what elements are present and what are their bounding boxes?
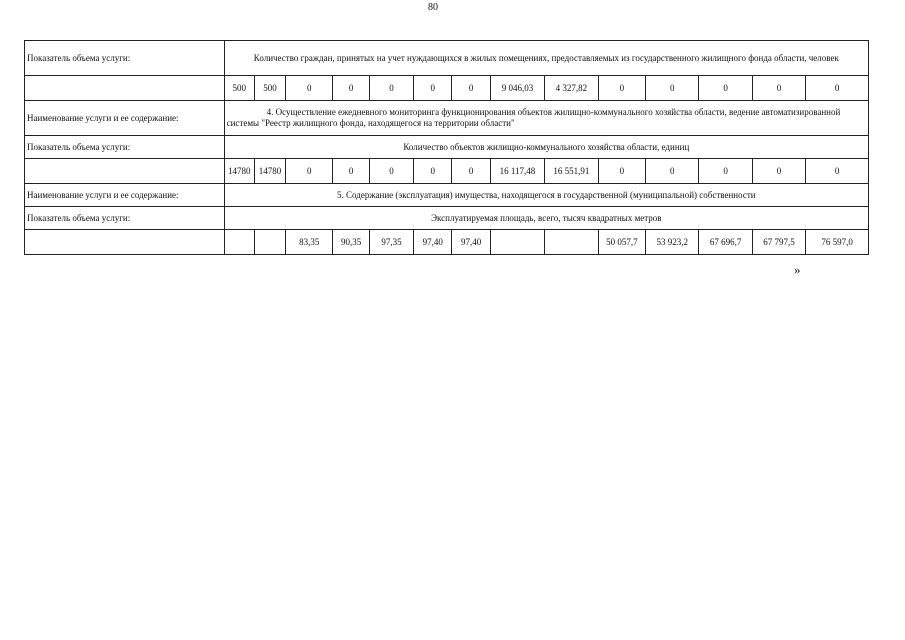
- value-cell: 4 327,82: [545, 76, 598, 101]
- value-cell: 83,35: [286, 230, 333, 255]
- value-cell: 76 597,0: [806, 230, 869, 255]
- value-cell: 500: [254, 76, 285, 101]
- value-cell: 67 797,5: [752, 230, 805, 255]
- empty-cell: [25, 159, 225, 184]
- value-cell: [224, 230, 254, 255]
- value-cell: 50 057,7: [598, 230, 645, 255]
- row-label: Наименование услуги и ее содержание:: [25, 101, 225, 136]
- value-cell: 0: [369, 76, 413, 101]
- indicator-text: Эксплуатируемая площадь, всего, тысяч квадратных метров: [224, 207, 868, 230]
- empty-cell: [25, 230, 225, 255]
- value-cell: [254, 230, 285, 255]
- table-row: [25, 136, 869, 159]
- indicator-text: Количество граждан, принятых на учет нуждающихся в жилых помещениях, предоставляемых из государственного жилищного фонда области, человек: [224, 41, 868, 76]
- value-cell: 16 117,48: [490, 159, 544, 184]
- value-cell: 90,35: [333, 230, 369, 255]
- service-name-text: 5. Содержание (эксплуатация) имущества, находящегося в государственной (муниципальной) собственности: [224, 184, 868, 207]
- table-row: [25, 159, 869, 184]
- value-cell: 0: [414, 159, 452, 184]
- table-row: [25, 76, 869, 101]
- value-cell: 0: [333, 76, 369, 101]
- value-cell: 16 551,91: [545, 159, 598, 184]
- table-row: [25, 184, 869, 207]
- value-cell: 0: [806, 76, 869, 101]
- row-label: Наименование услуги и ее содержание:: [25, 184, 225, 207]
- value-cell: 0: [646, 76, 699, 101]
- row-label: Показатель объема услуги:: [25, 136, 225, 159]
- table-row: [25, 101, 869, 136]
- value-cell: 0: [598, 159, 645, 184]
- row-label: Показатель объема услуги:: [25, 41, 225, 76]
- value-cell: 14780: [254, 159, 285, 184]
- value-cell: 97,40: [414, 230, 452, 255]
- row-label: Показатель объема услуги:: [25, 207, 225, 230]
- value-cell: [545, 230, 598, 255]
- value-cell: 0: [452, 76, 490, 101]
- empty-cell: [25, 76, 225, 101]
- value-cell: 0: [699, 159, 752, 184]
- table-row: [25, 207, 869, 230]
- value-cell: 9 046,03: [490, 76, 544, 101]
- value-cell: 0: [752, 159, 805, 184]
- value-cell: 0: [333, 159, 369, 184]
- indicator-text: Количество объектов жилищно-коммунального хозяйства области, единиц: [224, 136, 868, 159]
- value-cell: 0: [452, 159, 490, 184]
- value-cell: 0: [286, 159, 333, 184]
- value-cell: 53 923,2: [646, 230, 699, 255]
- value-cell: [490, 230, 544, 255]
- value-cell: 0: [286, 76, 333, 101]
- value-cell: 0: [646, 159, 699, 184]
- service-name-text: 4. Осуществление ежедневного мониторинга функционирования объектов жилищно-коммунального хозяйства области, ведение автоматизированной системы "Реестр жилищного фонда, находящегося на территории области": [224, 101, 868, 136]
- closing-quote: »: [794, 262, 801, 277]
- table-row: [25, 41, 869, 76]
- table-row: [25, 230, 869, 255]
- value-cell: 0: [806, 159, 869, 184]
- value-cell: 0: [699, 76, 752, 101]
- value-cell: 97,40: [452, 230, 490, 255]
- value-cell: 67 696,7: [699, 230, 752, 255]
- value-cell: 14780: [224, 159, 254, 184]
- page-number: 80: [428, 2, 438, 13]
- value-cell: 97,35: [369, 230, 413, 255]
- value-cell: 0: [369, 159, 413, 184]
- value-cell: 0: [414, 76, 452, 101]
- services-table: [24, 40, 869, 255]
- value-cell: 500: [224, 76, 254, 101]
- value-cell: 0: [752, 76, 805, 101]
- value-cell: 0: [598, 76, 645, 101]
